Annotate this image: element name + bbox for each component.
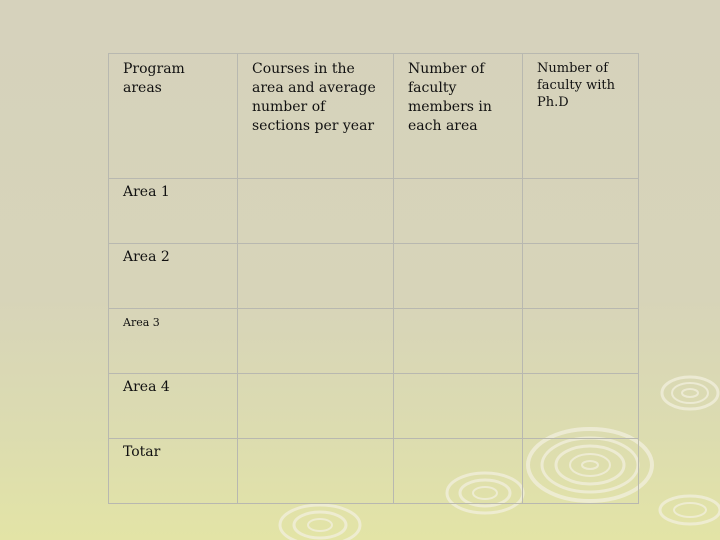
table-cell[interactable]: [394, 179, 523, 244]
header-faculty-phd: Number of faculty with Ph.D: [523, 54, 639, 179]
row-label-total: Totar: [109, 439, 238, 504]
table-row: [109, 244, 639, 309]
table-row: [109, 374, 639, 439]
row-label-area-3: Area 3: [109, 309, 238, 374]
table-cell[interactable]: [238, 374, 394, 439]
table-cell[interactable]: [523, 179, 639, 244]
table-cell[interactable]: [394, 309, 523, 374]
header-courses: Courses in the area and average number of sections per year: [238, 54, 394, 179]
table-cell[interactable]: [238, 309, 394, 374]
row-label-area-4: Area 4: [109, 374, 238, 439]
table-cell[interactable]: [523, 309, 639, 374]
table-cell[interactable]: [238, 439, 394, 504]
table-row: [109, 439, 639, 504]
table-cell[interactable]: [523, 439, 639, 504]
row-label-area-2: Area 2: [109, 244, 238, 309]
table-row: [109, 179, 639, 244]
table-row: [109, 309, 639, 374]
table-cell[interactable]: [238, 244, 394, 309]
table-cell[interactable]: [394, 244, 523, 309]
table-cell[interactable]: [238, 179, 394, 244]
header-faculty-members: Number of faculty members in each area: [394, 54, 523, 179]
table-cell[interactable]: [523, 244, 639, 309]
header-program-areas: Program areas: [109, 54, 238, 179]
table-cell[interactable]: [523, 374, 639, 439]
table-cell[interactable]: [394, 439, 523, 504]
table-header-row: [109, 54, 639, 179]
program-areas-table: [108, 53, 639, 504]
row-label-area-1: Area 1: [109, 179, 238, 244]
table-cell[interactable]: [394, 374, 523, 439]
